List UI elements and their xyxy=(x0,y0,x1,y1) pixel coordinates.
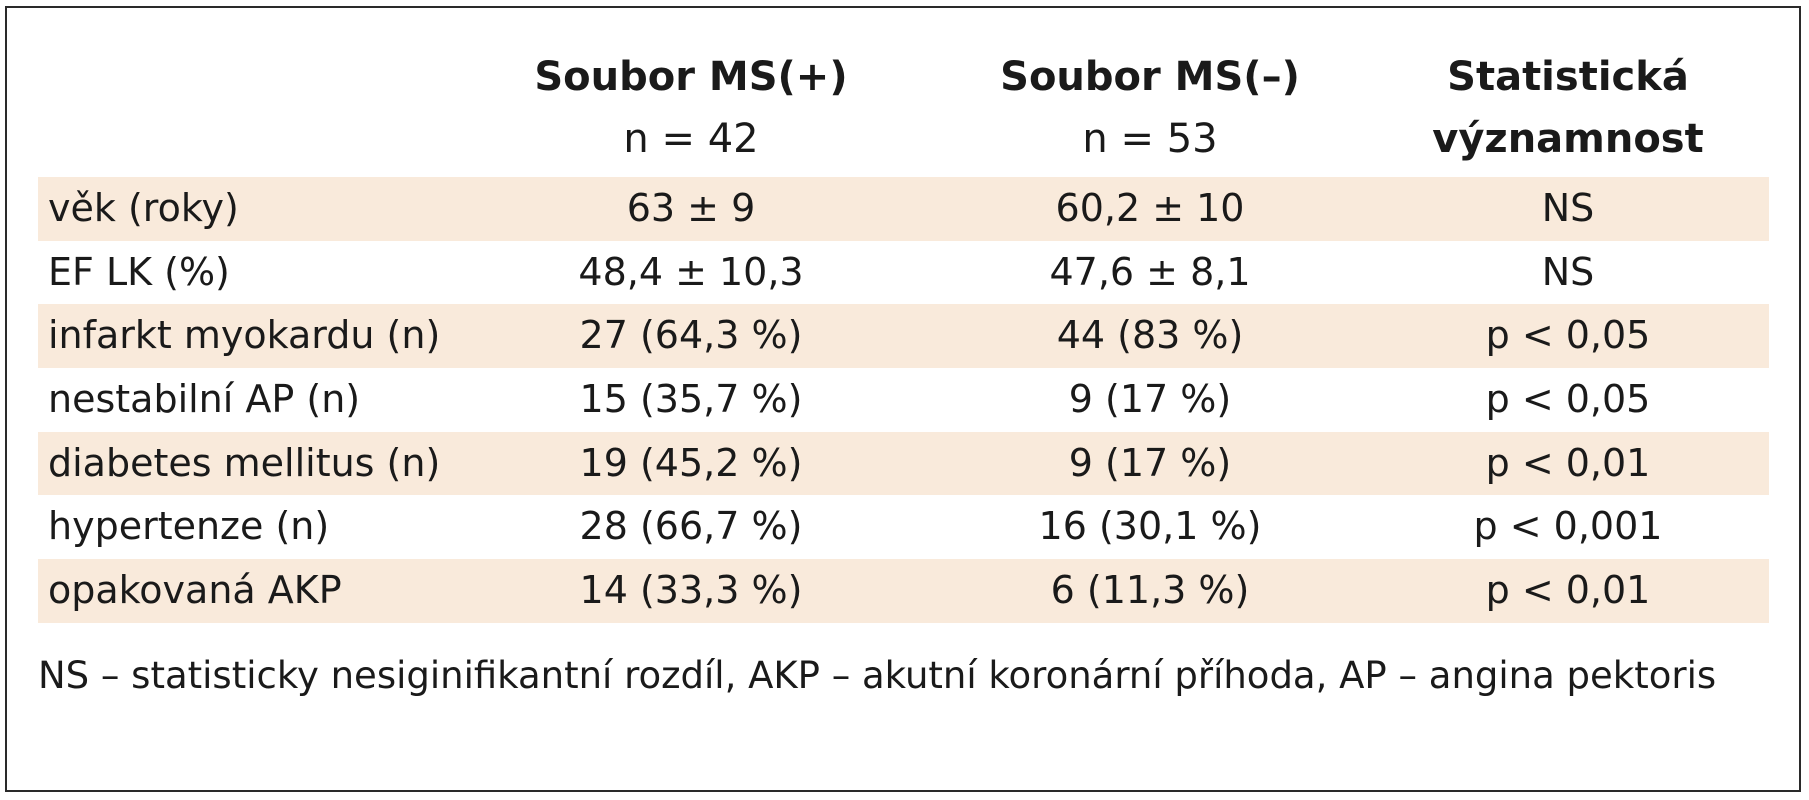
cell-significance: p < 0,01 xyxy=(1485,440,1651,485)
column-header-ms-minus-title: Soubor MS(–) xyxy=(1000,54,1300,100)
cell-ms-minus: 44 (83 %) xyxy=(1056,313,1244,358)
table-row xyxy=(38,559,1769,623)
row-label: infarkt myokardu (n) xyxy=(48,313,441,358)
table-row xyxy=(38,241,1769,305)
column-header-ms-minus xyxy=(951,46,1349,170)
cell-ms-plus: 63 ± 9 xyxy=(626,186,756,230)
cell-ms-minus: 9 (17 %) xyxy=(1068,440,1232,485)
table-row xyxy=(38,304,1769,368)
cell-ms-plus: 48,4 ± 10,3 xyxy=(578,249,804,294)
row-label: nestabilní AP (n) xyxy=(48,377,361,422)
cell-significance: p < 0,05 xyxy=(1485,313,1651,358)
table-row xyxy=(38,368,1769,432)
cell-ms-minus: 9 (17 %) xyxy=(1068,377,1232,422)
column-header-ms-minus-count: n = 53 xyxy=(1082,116,1218,162)
column-header-ms-plus xyxy=(492,46,890,170)
row-label: EF LK (%) xyxy=(48,249,230,294)
column-header-ms-plus-count: n = 42 xyxy=(623,116,759,162)
cell-ms-minus: 16 (30,1 %) xyxy=(1038,504,1262,549)
cell-ms-minus: 47,6 ± 8,1 xyxy=(1049,249,1251,294)
cell-significance: NS xyxy=(1541,186,1595,230)
cell-ms-minus: 60,2 ± 10 xyxy=(1055,186,1245,230)
table-row xyxy=(38,495,1769,559)
column-header-ms-plus-title: Soubor MS(+) xyxy=(534,54,848,100)
column-header-significance-line2: významnost xyxy=(1432,116,1704,162)
row-label: opakovaná AKP xyxy=(48,568,342,613)
cell-ms-plus: 19 (45,2 %) xyxy=(579,440,803,485)
cell-ms-plus: 27 (64,3 %) xyxy=(579,313,803,358)
table-header xyxy=(38,46,1769,176)
cell-significance: p < 0,001 xyxy=(1473,504,1663,549)
cell-significance: p < 0,01 xyxy=(1485,568,1651,613)
cell-ms-plus: 15 (35,7 %) xyxy=(579,377,803,422)
cell-ms-minus: 6 (11,3 %) xyxy=(1050,568,1250,613)
row-label: diabetes mellitus (n) xyxy=(48,440,441,485)
cell-ms-plus: 28 (66,7 %) xyxy=(579,504,803,549)
cell-significance: NS xyxy=(1541,249,1595,294)
cell-significance: p < 0,05 xyxy=(1485,377,1651,422)
row-label: věk (roky) xyxy=(48,186,239,230)
table-row xyxy=(38,432,1769,496)
table-body xyxy=(38,177,1769,623)
cell-ms-plus: 14 (33,3 %) xyxy=(579,568,803,613)
row-label: hypertenze (n) xyxy=(48,504,330,549)
column-header-significance-line1: Statistická xyxy=(1447,54,1689,100)
column-header-significance xyxy=(1369,46,1767,170)
table-row xyxy=(38,177,1769,241)
table-footnote: NS – statisticky nesiginifikantní rozdíl, AKP – akutní koronární příhoda, AP – angina pektoris xyxy=(38,654,1717,697)
